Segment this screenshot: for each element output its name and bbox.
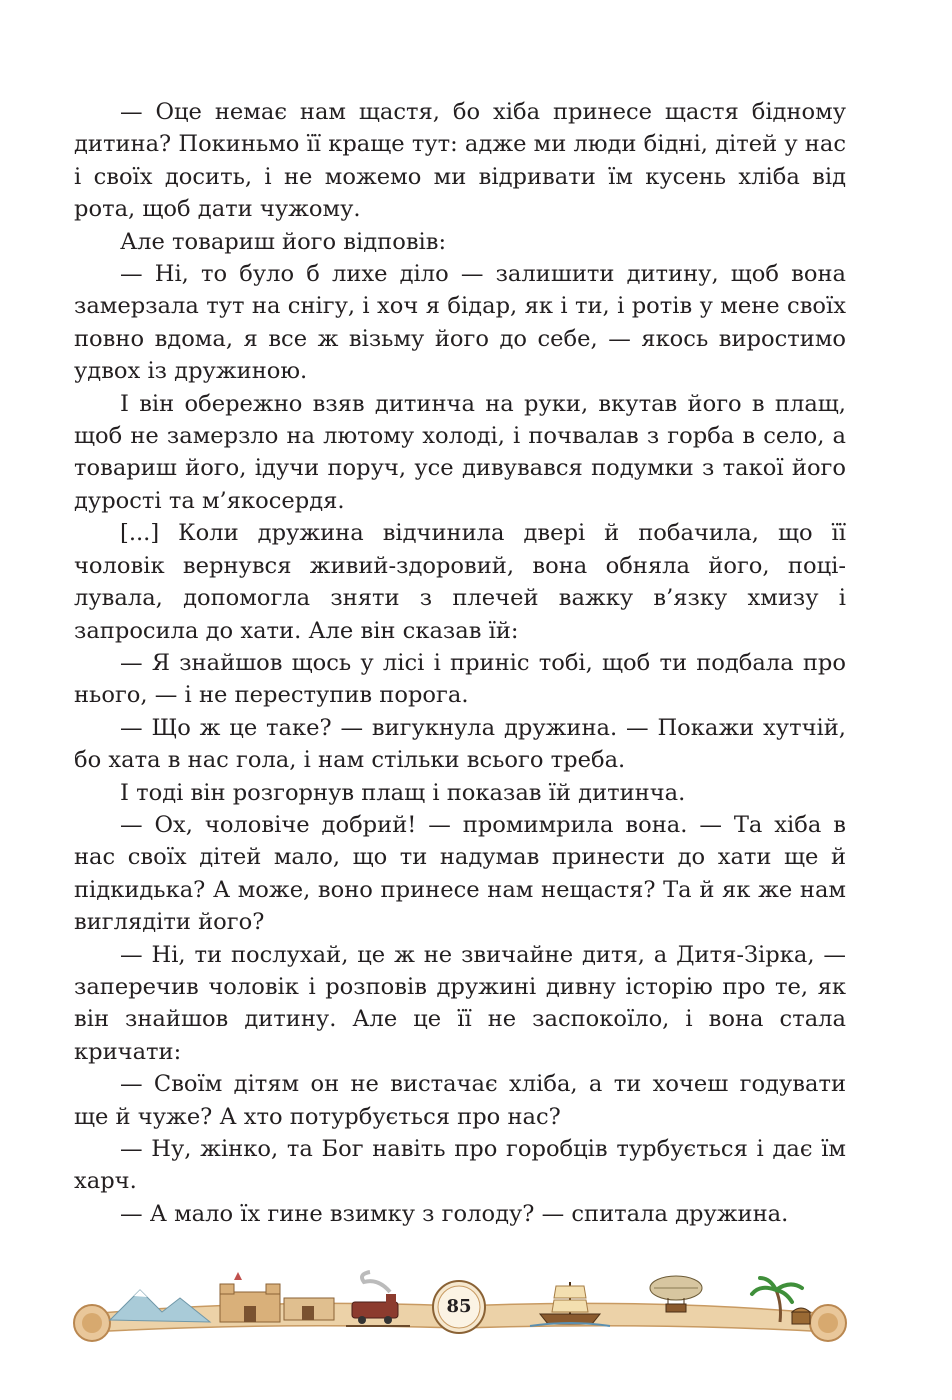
paragraph-7: — Що ж це таке? — вигукнула дружина. — Покажи хутчій, бо хата в нас гола, і нам стільки всього треба. [74, 714, 846, 774]
treasure-chest-icon [792, 1308, 810, 1324]
paragraph-11: — Своїм дітям он не вистачає хліба, а ти хочеш годувати ще й чуже? А хто потурбується про нас? [74, 1071, 846, 1130]
paragraph-12: — Ну, жінко, та Бог навіть про горобців турбується і дає їм харч. [74, 1136, 846, 1195]
story-text [74, 96, 846, 1230]
right-end-circle-icon [810, 1305, 846, 1341]
paragraph-8: І тоді він розгорнув плащ і показав їй дитинча. [120, 779, 686, 806]
paragraph-3: — Ні, то було б лихе діло — залишити дитину, щоб вона замерзала тут на снігу, і хоч я бідар, як і ти, і ротів у мене своїх повно вдома, я все ж візьму його до себе, — якось виростимо удвох із дружиною. [74, 261, 846, 385]
paragraph-6: — Я знайшов щось у лісі і приніс тобі, щоб ти подбала про нього, — і не переступив порога. [74, 649, 846, 709]
paragraph-5: [...] Коли дружина відчинила двері й побачила, що її чоловік вернувся живий-здоровий, вона обняла його, поцілувала, допомогла зняти з плечей важку в’язку хмизу і запросила до хати. Але він сказав їй: [74, 520, 846, 644]
footer-decoration [70, 1268, 850, 1348]
paragraph-13: — А мало їх гине взимку з голоду? — спитала дружина. [120, 1200, 789, 1227]
castle-icon [220, 1272, 280, 1322]
paragraph-10: — Ні, ти послухай, це ж не звичайне дитя, а Дитя-Зірка, — заперечив чоловік і розповів дружині дивну історію про те, як він знайшов дитину. Але це її не заспокоїло, і вона стала кричати: [74, 941, 846, 1065]
left-end-circle-icon [74, 1305, 110, 1341]
paragraph-9: — Ох, чоловіче добрий! — промимрила вона. — Та хіба в нас своїх дітей мало, що ти надумав принести до хати ще й підкидька? А може, воно принесе нам нещастя? Та й як же нам виглядіти його? [74, 811, 846, 936]
paragraph-4: І він обережно взяв дитинча на руки, вкутав його в плащ, щоб не замерзло на лютому холоді, і почвалав з горба в село, а товариш його, ідучи поруч, усе дивувався подумки з такої його дурості та м’якосердя. [74, 390, 846, 514]
page-number: 85 [446, 1296, 472, 1317]
paragraph-2: Але товариш його відповів: [120, 228, 447, 255]
town-wall-icon [284, 1298, 334, 1320]
paragraph-1: — Оце немає нам щастя, бо хіба принесе щастя бідному дитина? Покиньмо її краще тут: адже ми люди бідні, дітей у нас і своїх досить, і не можемо ми відривати їм кусень хліба від рота, щоб дати чужому. [74, 99, 846, 223]
